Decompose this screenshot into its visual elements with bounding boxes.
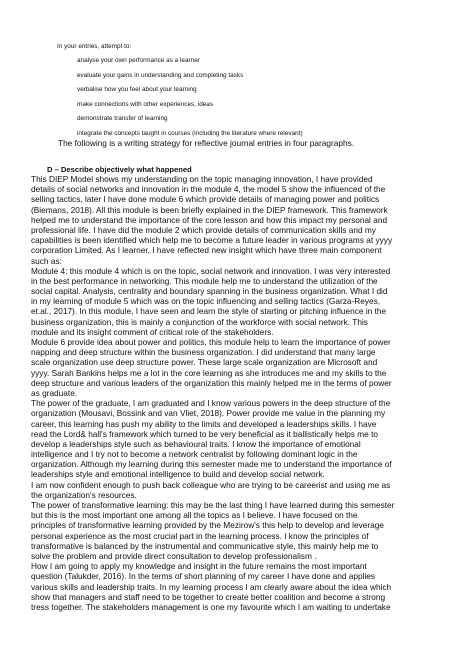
text-line: but this is the most important one among all the topics as I believe. I have focused on the — [31, 510, 358, 521]
text-line: in the best performance in networking. This module help me to understand the utilization of the — [31, 275, 378, 286]
text-line: professional life. I have did the module 2 which provide details of communication skills and my — [31, 224, 376, 235]
list-item: make connections with other experiences, ideas — [77, 100, 214, 108]
text-line: solve the problem and provide direct consultation to develop professionalism . — [31, 550, 317, 561]
text-line: yyyy. Sarah Bankins helps me a lot in the core learning as she introduces me and my skills to the — [31, 367, 387, 378]
text-line: The power of transformative learning: this may be the last thing I have learned during this semester — [31, 500, 395, 510]
text-line: career, this learning has push my ability to the limits and developed a leaderships skills. I have — [31, 418, 377, 429]
list-item: evaluate your gains in understanding and completing tasks — [77, 71, 244, 79]
text-line: leaderships style and emotional intelligence to build and develop social network. — [31, 469, 325, 480]
text-line: tress together. The stakeholders management is one my favourite which I am waiting to undertake — [31, 601, 391, 612]
text-line: selling tactics, later I have done module 6 which provide details of managing power and politics — [31, 194, 380, 205]
list-item: analyse your own performance as a learner — [77, 57, 200, 64]
text-line: napping and deep structure within the business organization. I did understand that many large — [31, 347, 376, 358]
text-line: question (Talukder, 2016). In the terms of short planning of my career I have done and applies — [31, 571, 376, 582]
intro-text: In your entries, attempt to: — [57, 43, 132, 50]
text-line: details of social networks and innovation in the module 4, the model 5 show the influenced of the — [31, 184, 386, 195]
text-line: organization (Mousavi, Bossink and van Vliet, 2018). Power provide me value in the planning my — [31, 408, 386, 419]
text-line: (Biemans, 2018). All this module is been briefly explained in the DIEP framework. This framework — [31, 204, 388, 215]
text-line: Module 6 provide idea about power and politics, this module help to learn the importance of power — [31, 337, 391, 347]
text-line: organization. Although my learning during this semester made me to understand the importance of — [31, 459, 392, 470]
text-line: intelligence and I try not to become a network centralist by following dominant logic in the — [31, 449, 358, 460]
text-line: The power of the graduate, I am graduated and I know various powers in the deep structure of the — [31, 398, 391, 409]
list-item: demonstrate transfer of learning — [77, 115, 168, 123]
text-line: personal experience as the most crucial part in the learning process. I know the principles of — [31, 530, 369, 541]
list-item: verbalise how you feel about your learning — [77, 86, 197, 94]
text-line: I am now confident enough to push back colleague who are trying to be careerist and using me as — [31, 479, 391, 490]
text-line: read the Lord& hall's framework which turned to be very beneficial as it ballistically helps me to — [31, 428, 378, 439]
text-line: helped me to understand the importance of the core lesson and how this impact my personal and — [31, 214, 388, 225]
text-line: the organization's resources. — [31, 489, 137, 500]
text-line: develop a leaderships style such as behavioural traits. I know the importance of emotional — [31, 438, 361, 449]
text-line: social capital. Analysis, centrality and boundary spanning in the business organization. What I did — [31, 286, 388, 297]
text-line: as graduate. — [31, 387, 78, 398]
section-heading: D – Describe objectively what happened — [47, 165, 192, 174]
text-line: How I am going to apply my knowledge and insight in the future remains the most important — [31, 561, 367, 572]
text-line: business organization, this is mainly a conjunction of the workforce with social network. This — [31, 316, 368, 327]
text-line: et.al., 2017). In this module, I have seen and learn the style of starting or pitching influence in the — [31, 306, 387, 317]
text-line: various skills and leadership traits. In my learning process I am clearly aware about the idea which — [31, 581, 392, 592]
strategy-sentence: The following is a writing strategy for reflective journal entries in four paragraphs. — [58, 138, 355, 148]
text-line: scale organization use deep structure power. These large scale organization are Microsoft and — [31, 357, 378, 368]
text-line: This DIEP Model shows my understanding on the topic managing innovation, I have provided — [31, 174, 373, 184]
list-item: integrate the concepts taught in courses (including the literature where relevant) — [77, 129, 303, 137]
text-line: show that managers and staff need to be together to create better coalition and become a strong — [31, 591, 386, 602]
text-line: Module 4: this module 4 which is on the topic, social network and innovation. I was very interested — [31, 265, 391, 276]
body-paragraphs — [31, 174, 451, 612]
text-line: deep structure and various leaders of the organization this mainly helped me in the terms of power — [31, 377, 392, 388]
text-line: such as: — [31, 255, 62, 266]
text-line: module and its insight comment of critical role of the stakeholders. — [31, 326, 274, 337]
text-line: in my learning of module 5 which was on the topic influencing and selling tactics (Garza-Reyes, — [31, 296, 381, 307]
text-line: transformative is balanced by the instrumental and communicative style, this mainly help me to — [31, 540, 379, 551]
text-line: capabilities is been identified which help me to become a future leader in various programs at yyyy — [31, 235, 393, 246]
text-line: corporation Limited. As I learner, I have reflected new insight which have three main component — [31, 245, 382, 256]
bullet-list — [77, 56, 303, 144]
text-line: principles of transformative learning provided by the Mezirow's this help to develop and leverage — [31, 520, 385, 531]
